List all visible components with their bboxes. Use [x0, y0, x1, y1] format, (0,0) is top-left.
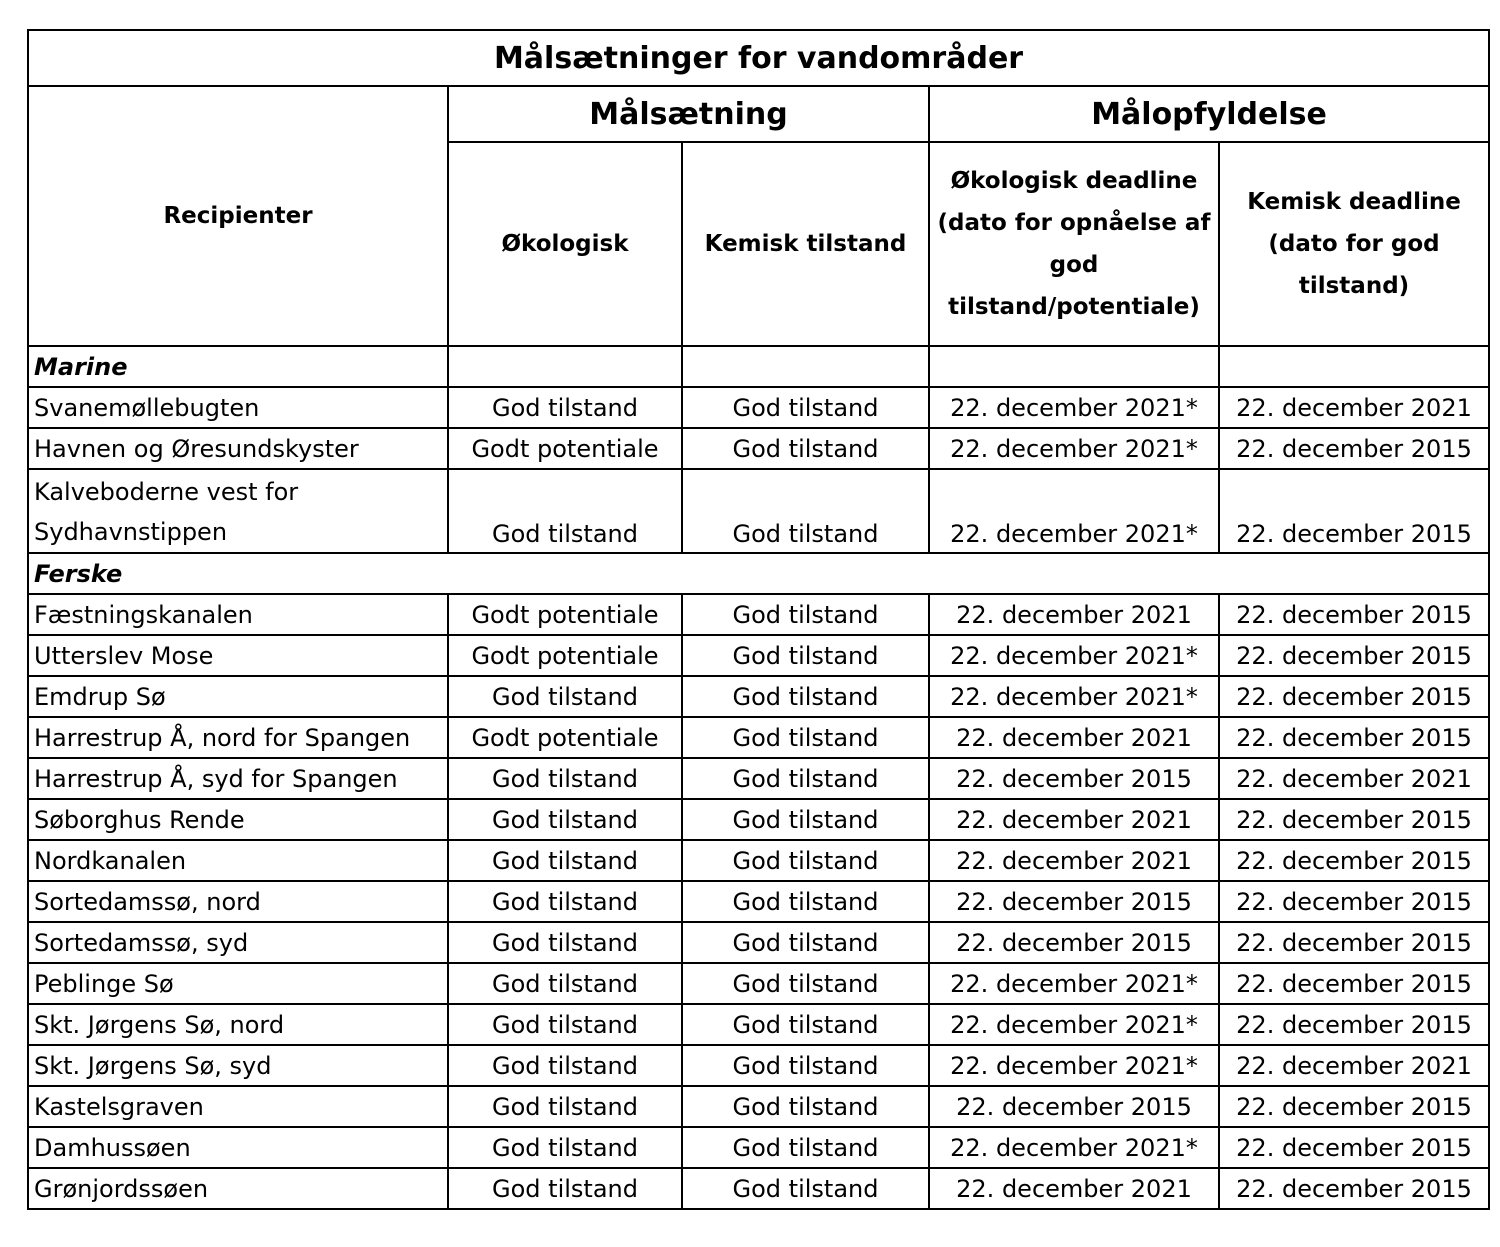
header-okologisk: Økologisk: [448, 142, 682, 346]
okologisk-cell: God tilstand: [448, 469, 682, 553]
header-kemisk-deadline: Kemisk deadline (dato for god tilstand): [1219, 142, 1489, 346]
kemisk-tilstand-cell: God tilstand: [682, 676, 929, 717]
kemisk-tilstand-cell: God tilstand: [682, 594, 929, 635]
okologisk-cell: God tilstand: [448, 922, 682, 963]
table-title: Målsætninger for vandområder: [28, 30, 1489, 86]
okologisk-cell: God tilstand: [448, 799, 682, 840]
okologisk-cell: Godt potentiale: [448, 717, 682, 758]
kemisk-tilstand-cell: God tilstand: [682, 428, 929, 469]
okologisk-deadline-cell: 22. december 2015: [929, 1086, 1219, 1127]
okologisk-deadline-cell: 22. december 2021*: [929, 635, 1219, 676]
kemisk-deadline-cell: 22. december 2021: [1219, 1045, 1489, 1086]
table-row: [28, 840, 1489, 881]
kemisk-deadline-cell: 22. december 2015: [1219, 1004, 1489, 1045]
okologisk-deadline-cell: 22. december 2021: [929, 1168, 1219, 1209]
recipient-name: Damhussøen: [28, 1127, 448, 1168]
okologisk-cell: God tilstand: [448, 676, 682, 717]
goals-table: [27, 29, 1490, 1210]
recipient-name: Sortedamssø, nord: [28, 881, 448, 922]
group-header-malsaetning: Målsætning: [448, 86, 929, 142]
okologisk-deadline-cell: 22. december 2021*: [929, 387, 1219, 428]
table-row: [28, 1168, 1489, 1209]
recipient-name: Skt. Jørgens Sø, syd: [28, 1045, 448, 1086]
kemisk-tilstand-cell: God tilstand: [682, 717, 929, 758]
table-row: [28, 387, 1489, 428]
okologisk-deadline-cell: 22. december 2021*: [929, 1004, 1219, 1045]
kemisk-deadline-cell: 22. december 2015: [1219, 594, 1489, 635]
table-row: [28, 594, 1489, 635]
kemisk-tilstand-cell: God tilstand: [682, 1168, 929, 1209]
kemisk-deadline-cell: 22. december 2015: [1219, 881, 1489, 922]
okologisk-deadline-cell: 22. december 2015: [929, 758, 1219, 799]
okologisk-cell: God tilstand: [448, 1168, 682, 1209]
header-recipienter: Recipienter: [28, 86, 448, 346]
kemisk-deadline-cell: 22. december 2015: [1219, 963, 1489, 1004]
recipient-name: Fæstningskanalen: [28, 594, 448, 635]
kemisk-deadline-cell: 22. december 2015: [1219, 717, 1489, 758]
kemisk-tilstand-cell: God tilstand: [682, 963, 929, 1004]
table-row: [28, 799, 1489, 840]
recipient-name: Svanemøllebugten: [28, 387, 448, 428]
recipient-name: Peblinge Sø: [28, 963, 448, 1004]
group-header-malopfyldelse: Målopfyldelse: [929, 86, 1489, 142]
kemisk-deadline-cell: 22. december 2015: [1219, 799, 1489, 840]
table-row: [28, 635, 1489, 676]
table-row: [28, 676, 1489, 717]
okologisk-deadline-cell: 22. december 2021*: [929, 963, 1219, 1004]
kemisk-deadline-cell: 22. december 2015: [1219, 469, 1489, 553]
kemisk-tilstand-cell: God tilstand: [682, 922, 929, 963]
okologisk-deadline-cell: 22. december 2021: [929, 840, 1219, 881]
okologisk-cell: God tilstand: [448, 881, 682, 922]
kemisk-deadline-cell: 22. december 2015: [1219, 1168, 1489, 1209]
kemisk-tilstand-cell: God tilstand: [682, 635, 929, 676]
okologisk-deadline-cell: 22. december 2021: [929, 717, 1219, 758]
kemisk-tilstand-cell: God tilstand: [682, 881, 929, 922]
table-row: [28, 922, 1489, 963]
okologisk-deadline-cell: 22. december 2021*: [929, 428, 1219, 469]
kemisk-tilstand-cell: God tilstand: [682, 799, 929, 840]
kemisk-deadline-cell: 22. december 2015: [1219, 1086, 1489, 1127]
table-row: [28, 758, 1489, 799]
recipient-name: Kastelsgraven: [28, 1086, 448, 1127]
okologisk-cell: God tilstand: [448, 1086, 682, 1127]
recipient-name: Kalveboderne vest for Sydhavnstippen: [28, 469, 448, 553]
section-label-marine: Marine: [28, 346, 448, 387]
kemisk-tilstand-cell: God tilstand: [682, 758, 929, 799]
kemisk-tilstand-cell: God tilstand: [682, 1045, 929, 1086]
kemisk-tilstand-cell: God tilstand: [682, 387, 929, 428]
okologisk-deadline-cell: 22. december 2015: [929, 922, 1219, 963]
empty-cell: [1219, 346, 1489, 387]
recipient-name: Utterslev Mose: [28, 635, 448, 676]
okologisk-cell: God tilstand: [448, 1045, 682, 1086]
empty-cell: [929, 346, 1219, 387]
table-row: [28, 1004, 1489, 1045]
kemisk-tilstand-cell: God tilstand: [682, 1004, 929, 1045]
recipient-name: Sortedamssø, syd: [28, 922, 448, 963]
empty-cell: [448, 346, 682, 387]
okologisk-cell: God tilstand: [448, 758, 682, 799]
okologisk-cell: God tilstand: [448, 963, 682, 1004]
okologisk-cell: Godt potentiale: [448, 594, 682, 635]
recipient-name: Skt. Jørgens Sø, nord: [28, 1004, 448, 1045]
okologisk-cell: God tilstand: [448, 840, 682, 881]
header-kemisk-tilstand: Kemisk tilstand: [682, 142, 929, 346]
recipient-name: Harrestrup Å, nord for Spangen: [28, 717, 448, 758]
table-row: [28, 1045, 1489, 1086]
section-row-marine: [28, 346, 1489, 387]
recipient-name: Nordkanalen: [28, 840, 448, 881]
okologisk-deadline-cell: 22. december 2021*: [929, 1045, 1219, 1086]
okologisk-deadline-cell: 22. december 2015: [929, 881, 1219, 922]
table-row: [28, 469, 1489, 553]
okologisk-deadline-cell: 22. december 2021*: [929, 1127, 1219, 1168]
kemisk-tilstand-cell: God tilstand: [682, 840, 929, 881]
okologisk-cell: God tilstand: [448, 1004, 682, 1045]
okologisk-cell: Godt potentiale: [448, 635, 682, 676]
section-row-ferske: [28, 553, 1489, 594]
okologisk-deadline-cell: 22. december 2021*: [929, 676, 1219, 717]
table-row: [28, 881, 1489, 922]
kemisk-tilstand-cell: God tilstand: [682, 1127, 929, 1168]
header-okologisk-deadline: Økologisk deadline (dato for opnåelse af god tilstand/potentiale): [929, 142, 1219, 346]
recipient-name: Søborghus Rende: [28, 799, 448, 840]
recipient-name: Emdrup Sø: [28, 676, 448, 717]
table-row: [28, 1086, 1489, 1127]
kemisk-deadline-cell: 22. december 2015: [1219, 1127, 1489, 1168]
section-label-ferske: Ferske: [28, 553, 1489, 594]
kemisk-deadline-cell: 22. december 2015: [1219, 635, 1489, 676]
table-row: [28, 1127, 1489, 1168]
recipient-name: Grønjordssøen: [28, 1168, 448, 1209]
kemisk-deadline-cell: 22. december 2021: [1219, 387, 1489, 428]
recipient-name: Havnen og Øresundskyster: [28, 428, 448, 469]
table-row: [28, 428, 1489, 469]
okologisk-cell: God tilstand: [448, 387, 682, 428]
kemisk-deadline-cell: 22. december 2021: [1219, 758, 1489, 799]
recipient-name: Harrestrup Å, syd for Spangen: [28, 758, 448, 799]
kemisk-deadline-cell: 22. december 2015: [1219, 676, 1489, 717]
okologisk-deadline-cell: 22. december 2021: [929, 594, 1219, 635]
kemisk-deadline-cell: 22. december 2015: [1219, 840, 1489, 881]
kemisk-tilstand-cell: God tilstand: [682, 1086, 929, 1127]
okologisk-cell: Godt potentiale: [448, 428, 682, 469]
okologisk-cell: God tilstand: [448, 1127, 682, 1168]
table-row: [28, 717, 1489, 758]
okologisk-deadline-cell: 22. december 2021*: [929, 469, 1219, 553]
kemisk-tilstand-cell: God tilstand: [682, 469, 929, 553]
table-row: [28, 963, 1489, 1004]
empty-cell: [682, 346, 929, 387]
okologisk-deadline-cell: 22. december 2021: [929, 799, 1219, 840]
kemisk-deadline-cell: 22. december 2015: [1219, 922, 1489, 963]
kemisk-deadline-cell: 22. december 2015: [1219, 428, 1489, 469]
